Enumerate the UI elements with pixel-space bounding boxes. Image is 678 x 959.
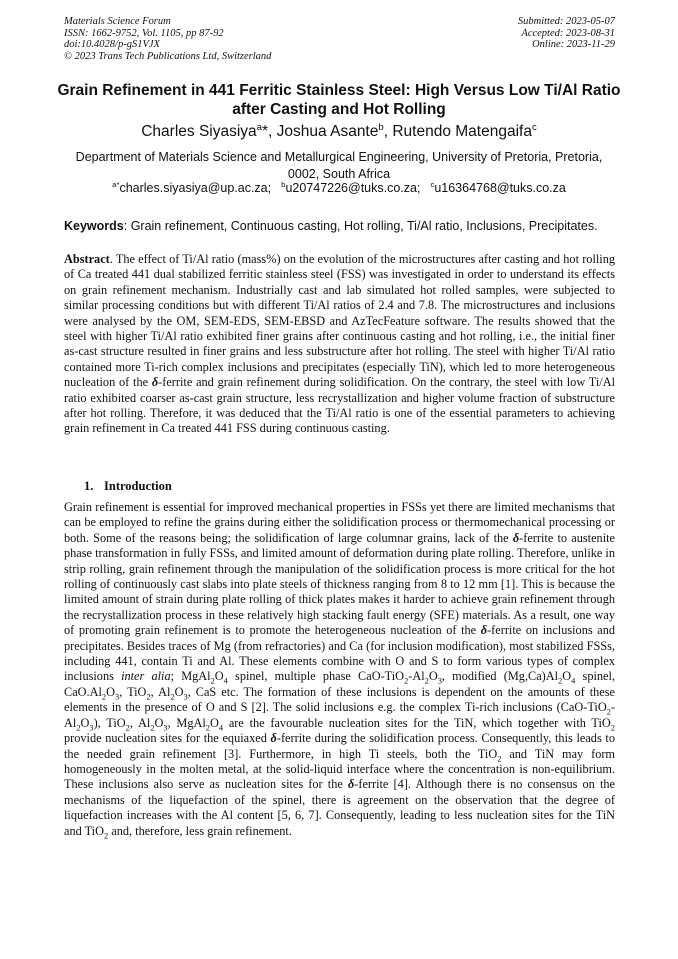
email-mark: b — [281, 179, 286, 189]
intro-italic: inter alia — [121, 669, 171, 684]
subscript: 2 — [125, 723, 130, 733]
intro-text: O — [214, 669, 224, 684]
intro-text: -Al — [408, 669, 425, 684]
author-name: Rutendo Matengaifa — [392, 123, 532, 140]
abstract-text: . The effect of Ti/Al ratio (mass%) on the evolution of the microstructures after casting and hot rolling of Ca treated 441 dual stabilized ferritic stainless steel (FSS) was investigated in order to understand its effects on grain refinement mechanism. Industrially cast and lab simulated hot rolled samples, were subjected to similar processing conditions but with different Ti/Al ratios of 2.4 and 7.8. The microstructures and inclusions were analysed by the OM, SEM-EDS, SEM-EBSD and AzTecFeature software. The results showed that the steel with higher Ti/Al ratio exhibited finer grains after continuous casting and hot rolling, i.e., the initial finer as-cast structure resulted in finer grains and less substructure after hot rolling. The steel with higher Ti/Al ratio contained more Ti-rich complex inclusions and precipitates (especially TiN), which led to more heterogeneous nucleation of the — [64, 252, 615, 390]
journal-info — [64, 16, 271, 62]
subscript: 2 — [76, 723, 81, 733]
subscript: 3 — [163, 723, 168, 733]
keywords-text: : Grain refinement, Continuous casting, Hot rolling, Ti/Al ratio, Inclusions, Precipitates. — [123, 219, 598, 233]
dates-info — [518, 16, 615, 51]
author-mark: b — [378, 121, 384, 133]
subscript: 2 — [606, 707, 611, 717]
subscript: 3 — [89, 723, 94, 733]
author-separator: *, — [262, 123, 277, 140]
subscript: 4 — [218, 723, 224, 733]
subscript: 2 — [558, 676, 563, 686]
subscript: 2 — [103, 830, 109, 840]
paper-title: Grain Refinement in 441 Ferritic Stainless Steel: High Versus Low Ti/Al Ratio after Casting and Hot Rolling — [57, 82, 621, 118]
copyright: © 2023 Trans Tech Publications Ltd, Switzerland — [64, 50, 272, 62]
intro-text: spinel, multiple phase CaO-TiO — [227, 669, 405, 684]
subscript: 2 — [210, 676, 215, 686]
intro-text: O — [209, 715, 219, 730]
section-number: 1. — [84, 479, 94, 493]
intro-text: O — [562, 669, 572, 684]
affiliation: Department of Materials Science and Metallurgical Engineering, University of Pretoria, Pretoria, 0002, South Africa — [75, 150, 603, 181]
subscript: 2 — [146, 692, 151, 702]
email-list — [40, 181, 638, 195]
doi: doi:10.4028/p-gS1VJX — [64, 39, 160, 50]
author-name: Joshua Asante — [276, 123, 379, 140]
subscript: 3 — [115, 692, 120, 702]
author-mark: a — [256, 121, 263, 133]
keywords-label: Keywords — [64, 219, 124, 233]
email-link[interactable]: charles.siyasiya@up.ac.za; — [119, 181, 272, 195]
intro-text: -ferrite [4]. Although there is no consensus on the mechanisms of the liquefaction of the spinel, there is agreement on the observation that the degree of liquefaction increases with the Al content [5, 6, 7]. Consequently, leading to less nucleation sites for the TiN and TiO — [64, 777, 615, 838]
delta-symbol: δ — [347, 777, 355, 792]
intro-text: ), TiO — [93, 715, 126, 730]
subscript: 2 — [610, 723, 615, 733]
intro-text: O — [106, 684, 115, 699]
author-list — [40, 123, 638, 141]
intro-text: , Al — [150, 684, 171, 699]
journal-name: Materials Science Forum — [64, 16, 171, 27]
author-name: Charles Siyasiya — [141, 123, 257, 140]
subscript: 4 — [223, 676, 228, 686]
subscript: 2 — [424, 676, 429, 686]
intro-text: O — [80, 715, 90, 730]
section-title: Introduction — [104, 479, 172, 493]
intro-text: Grain refinement is essential for improved mechanical properties in FSSs yet there are limited mechanisms that can be employed to refine the grains during either the solidification process or thermomechanical processing or both. Some of the reasons being; the solidification of large columnar grains, lack of the — [64, 500, 615, 545]
delta-symbol: δ — [151, 375, 159, 390]
intro-text: are the favourable nucleation sites for the TiN, which together with TiO — [223, 715, 611, 730]
email-mark: c — [430, 179, 435, 189]
submitted-date: Submitted: 2023-05-07 — [517, 16, 615, 27]
intro-text: ; MgAl — [170, 669, 211, 684]
intro-text: , TiO — [119, 684, 147, 699]
intro-text: , CaS etc. The formation of these inclusions is dependent on the amounts of these elements in the presence of O and S [2]. The solid inclusions e.g. the complex Ti-rich inclusions (CaO-TiO — [64, 684, 615, 715]
intro-text: O — [154, 715, 164, 730]
abstract-text: -ferrite and grain refinement during solidification. On the contrary, the steel with low Ti/Al ratio exhibited coarser as-cast grain structure, less recrystallization and higher volume fraction of substructure after hot rolling. Therefore, it was deduced that the Ti/Al ratio is one of the essential parameters to achieving grain refinement in Ca treated 441 FSS during continuous casting. — [64, 375, 615, 436]
intro-text: and, therefore, less grain refinement. — [108, 823, 292, 838]
introduction-paragraph — [64, 500, 615, 839]
abstract-label: Abstract — [64, 252, 110, 266]
email-link[interactable]: u20747226@tuks.co.za; — [285, 181, 421, 195]
intro-text: -ferrite on inclusions and precipitates. Besides traces of Mg (from refractories) and Ca (for inclusion modification), most stabilized FSSs, including 441, contain Ti and Al. These elements combine with O and S to form various types of complex inclusions — [64, 623, 616, 684]
subscript: 2 — [170, 692, 175, 702]
intro-text: and TiN may form homogeneously in the molten metal, at the solid-liquid interface where the concentration is non-equilibrium. These inclusions also serve as nucleation sites for the — [64, 746, 615, 792]
delta-symbol: δ — [480, 623, 488, 638]
subscript: 3 — [183, 692, 188, 702]
subscript: 2 — [150, 723, 155, 733]
intro-text: O — [428, 669, 438, 684]
intro-text: -ferrite to austenite phase transformation in fully FSSs, and limited amount of deformation during plate rolling. Therefore, unlike in strip rolling, grain refinement through the manipulation of the solidification process is more critical for the hot rolling of continuously cast slabs into plate steels of thickness ranging from 8 to 12 mm [1]. This is because the limited amount of strain during plate rolling of thick plates makes it harder to achieve grain refinement through the recrystallization process in these relatively high stacking fault energy (SFE) materials. As a result, one way of promoting grain refinement is to promote the heterogeneous nucleation of the — [64, 530, 615, 638]
subscript: 2 — [205, 723, 210, 733]
author-separator: , — [383, 123, 393, 140]
subscript: 4 — [571, 676, 576, 686]
delta-symbol: δ — [270, 731, 277, 746]
intro-text: , Al — [129, 715, 151, 730]
subscript: 3 — [437, 676, 442, 686]
intro-text: O — [174, 684, 184, 699]
section-heading — [84, 479, 172, 494]
intro-text: provide nucleation sites for the equiaxed — [64, 731, 271, 746]
email-mark: a* — [112, 179, 120, 189]
subscript: 2 — [497, 753, 502, 763]
intro-text: -ferrite during the solidification process. Consequently, this leads to the needed grain refinement [3]. Furthermore, in high Ti steels, both the TiO — [64, 731, 615, 761]
intro-text: -Al — [64, 700, 615, 730]
online-date: Online: 2023-11-29 — [532, 39, 615, 50]
keywords — [64, 219, 624, 233]
intro-text: , modified (Mg,Ca)Al — [441, 669, 559, 684]
author-mark: c — [531, 121, 537, 133]
accepted-date: Accepted: 2023-08-31 — [521, 27, 615, 39]
subscript: 2 — [404, 676, 409, 686]
abstract — [64, 252, 615, 437]
delta-symbol: δ — [512, 530, 520, 545]
email-link[interactable]: u16364768@tuks.co.za — [434, 181, 566, 195]
subscript: 2 — [101, 692, 107, 702]
intro-text: , MgAl — [167, 715, 206, 730]
issn: ISSN: 1662-9752, Vol. 1105, pp 87-92 — [64, 27, 224, 39]
intro-text: spinel, CaO.Al — [64, 669, 615, 699]
